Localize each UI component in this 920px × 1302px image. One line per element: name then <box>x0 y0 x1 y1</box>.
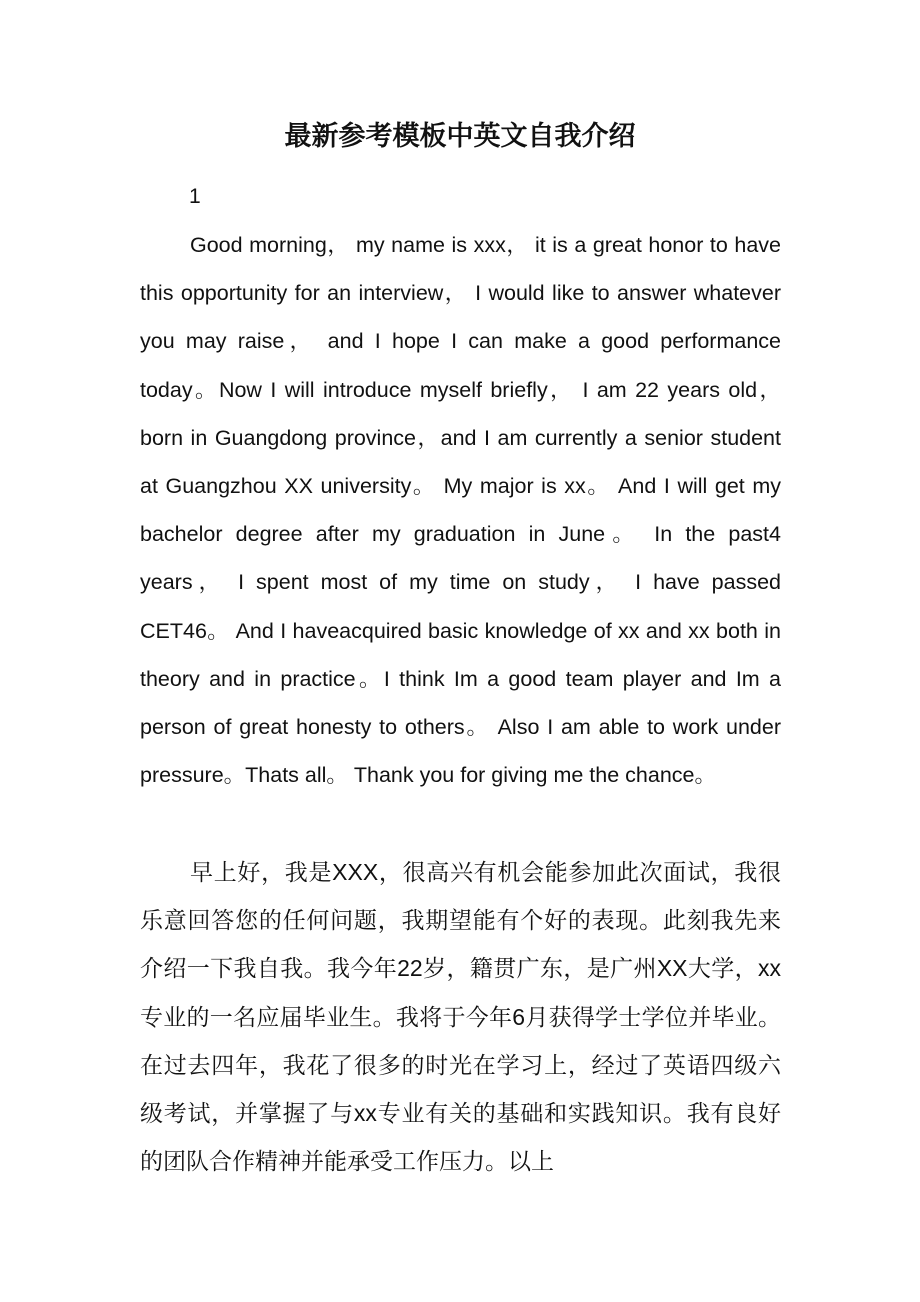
section-number: 1 <box>189 185 201 208</box>
chinese-paragraph: 早上好，我是XXX，很高兴有机会能参加此次面试，我很乐意回答您的任何问题，我期望能有个好的表现。此刻我先来介绍一下我自我。我今年22岁，籍贯广东，是广州XX大学，xx专业的一名应届毕业生。我将于今年6月获得学士学位并毕业。在过去四年，我花了很多的时光在学习上，经过了英语四级六级考试，并掌握了与xx专业有关的基础和实践知识。我有良好的团队合作精神并能承受工作压力。以上 <box>140 859 781 1175</box>
document-title: 最新参考模板中英文自我介绍 <box>284 121 636 151</box>
english-paragraph: Good morning， my name is xxx， it is a great honor to have this opportunity for an interview， I would like to answer whatever you may raise， and I hope I can make a good performance today。Now I will introduce myself briefly， I am 22 years old， born in Guangdong province，and I am currently a senior student at Guangzhou XX university。 My major is xx。 And I will get my bachelor degree after my graduation in June。 In the past4 years， I spent most of my time on study， I have passed CET46。 And I haveacquired basic knowledge of xx and xx both in theory and in practice。I think Im a good team player and Im a person of great honesty to others。 Also I am able to work under pressure。Thats all。 Thank you for giving me the chance。 <box>140 233 781 788</box>
